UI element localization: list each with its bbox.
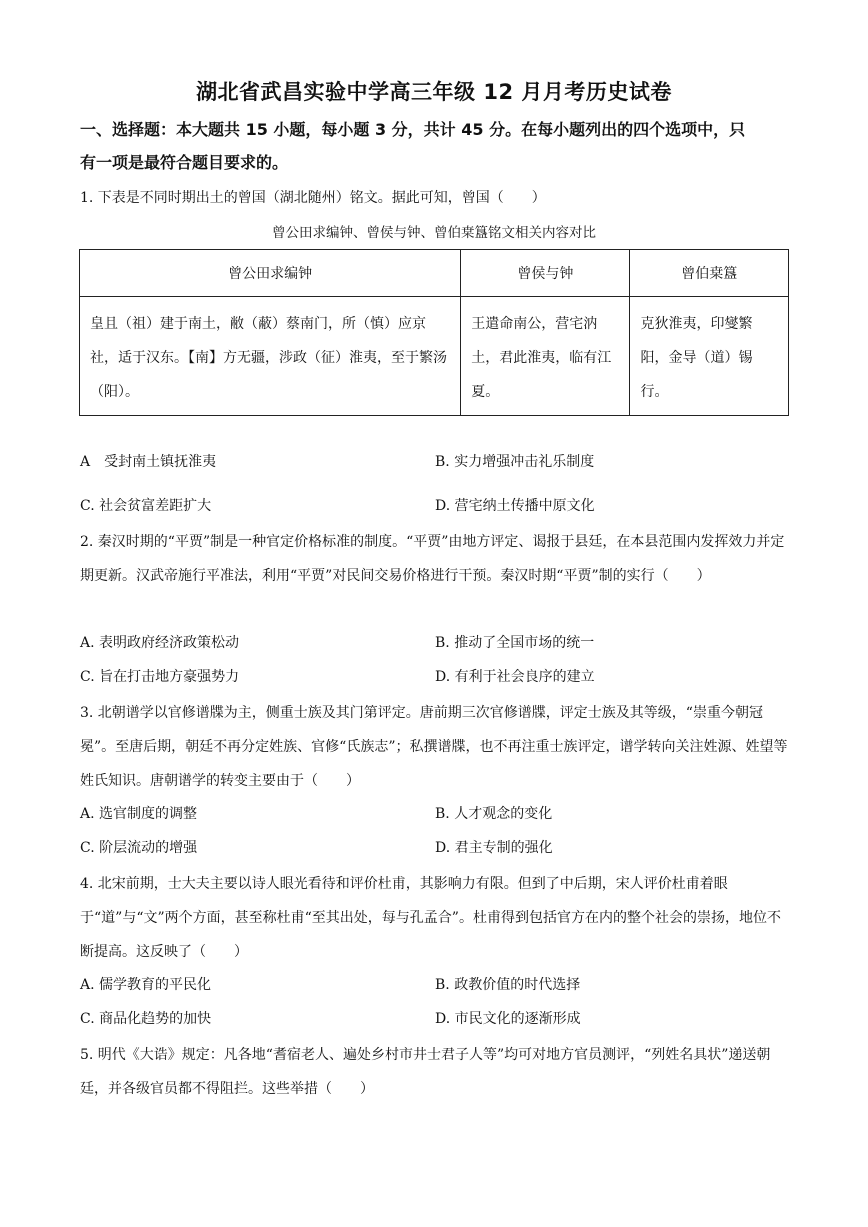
inscription-comparison-table — [79, 249, 789, 416]
q3-option-b[interactable]: B. 人才观念的变化 — [435, 806, 553, 822]
q4-option-a[interactable]: A. 儒学教育的平民化 — [80, 977, 212, 993]
table-cell: 克狄淮夷，印燮繁阳，金导（道）锡行。 — [630, 297, 789, 416]
section-heading-line1: 一、选择题：本大题共 15 小题，每小题 3 分，共计 45 分。在每小题列出的四个选项中，只 — [80, 120, 746, 139]
q1-option-a[interactable]: A 受封南土镇抚淮夷 — [80, 454, 217, 470]
q4-option-b[interactable]: B. 政教价值的时代选择 — [435, 977, 581, 993]
q1-option-b[interactable]: B. 实力增强冲击礼乐制度 — [435, 454, 595, 470]
q3-option-c[interactable]: C. 阶层流动的增强 — [80, 840, 198, 856]
q2-option-c[interactable]: C. 旨在打击地方豪强势力 — [80, 669, 240, 685]
q2-option-d[interactable]: D. 有利于社会良序的建立 — [435, 669, 595, 685]
table-header-row — [80, 250, 789, 297]
q1-stem: 1. 下表是不同时期出土的曾国（湖北随州）铭文。据此可知，曾国（ ） — [80, 190, 546, 206]
q2-stem: 2. 秦汉时期的“平贾”制是一种官定价格标准的制度。“平贾”由地方评定、谒报于县廷，在本县范围内发挥效力并定期更新。汉武帝施行平准法，利用“平贾”对民间交易价格进行干预。秦汉时期“平贾”制的实行（ ） — [80, 534, 785, 584]
table-cell: 王遣命南公，营宅汭土，君此淮夷，临有江夏。 — [461, 297, 630, 416]
table-header-cell: 曾公田求编钟 — [80, 250, 461, 297]
q4-stem: 4. 北宋前期，士大夫主要以诗人眼光看待和评价杜甫，其影响力有限。但到了中后期，宋人评价杜甫着眼于“道”与“文”两个方面，甚至称杜甫“至其出处，每与孔孟合”。杜甫得到包括官方在内的整个社会的崇扬，地位不断提高。这反映了（ ） — [80, 876, 781, 960]
q2-option-a[interactable]: A. 表明政府经济政策松动 — [80, 635, 240, 651]
q3-option-d[interactable]: D. 君主专制的强化 — [435, 840, 553, 856]
page-title: 湖北省武昌实验中学高三年级 12 月月考历史试卷 — [196, 80, 672, 104]
section-heading-line2: 有一项是最符合题目要求的。 — [80, 153, 289, 172]
q1-option-d[interactable]: D. 营宅纳土传播中原文化 — [435, 498, 595, 514]
q1-table-caption: 曾公田求编钟、曾侯与钟、曾伯枽簋铭文相关内容对比 — [272, 225, 596, 241]
q5-stem: 5. 明代《大诰》规定：凡各地“耆宿老人、遍处乡村市井士君子人等”均可对地方官员测评，“列姓名具状”递送朝廷，并各级官员都不得阻拦。这些举措（ ） — [80, 1047, 771, 1097]
table-row — [80, 297, 789, 416]
q3-option-a[interactable]: A. 选官制度的调整 — [80, 806, 198, 822]
q3-stem: 3. 北朝谱学以官修谱牒为主，侧重士族及其门第评定。唐前期三次官修谱牒，评定士族及其等级，“崇重今朝冠冕”。至唐后期，朝廷不再分定姓族、官修“氏族志”；私撰谱牒，也不再注重士族评定，谱学转向关注姓源、姓望等姓氏知识。唐朝谱学的转变主要由于（ ） — [80, 705, 788, 789]
q2-option-b[interactable]: B. 推动了全国市场的统一 — [435, 635, 595, 651]
q4-option-c[interactable]: C. 商品化趋势的加快 — [80, 1011, 212, 1027]
q4-option-d[interactable]: D. 市民文化的逐渐形成 — [435, 1011, 581, 1027]
table-header-cell: 曾伯枽簋 — [630, 250, 789, 297]
q1-option-c[interactable]: C. 社会贫富差距扩大 — [80, 498, 212, 514]
table-header-cell: 曾侯与钟 — [461, 250, 630, 297]
table-cell: 皇且（祖）建于南土，敝（蔽）蔡南门，所（慎）应京社，适于汉东。【南】方无疆，涉政（征）淮夷，至于繁汤（阳）。 — [80, 297, 461, 416]
